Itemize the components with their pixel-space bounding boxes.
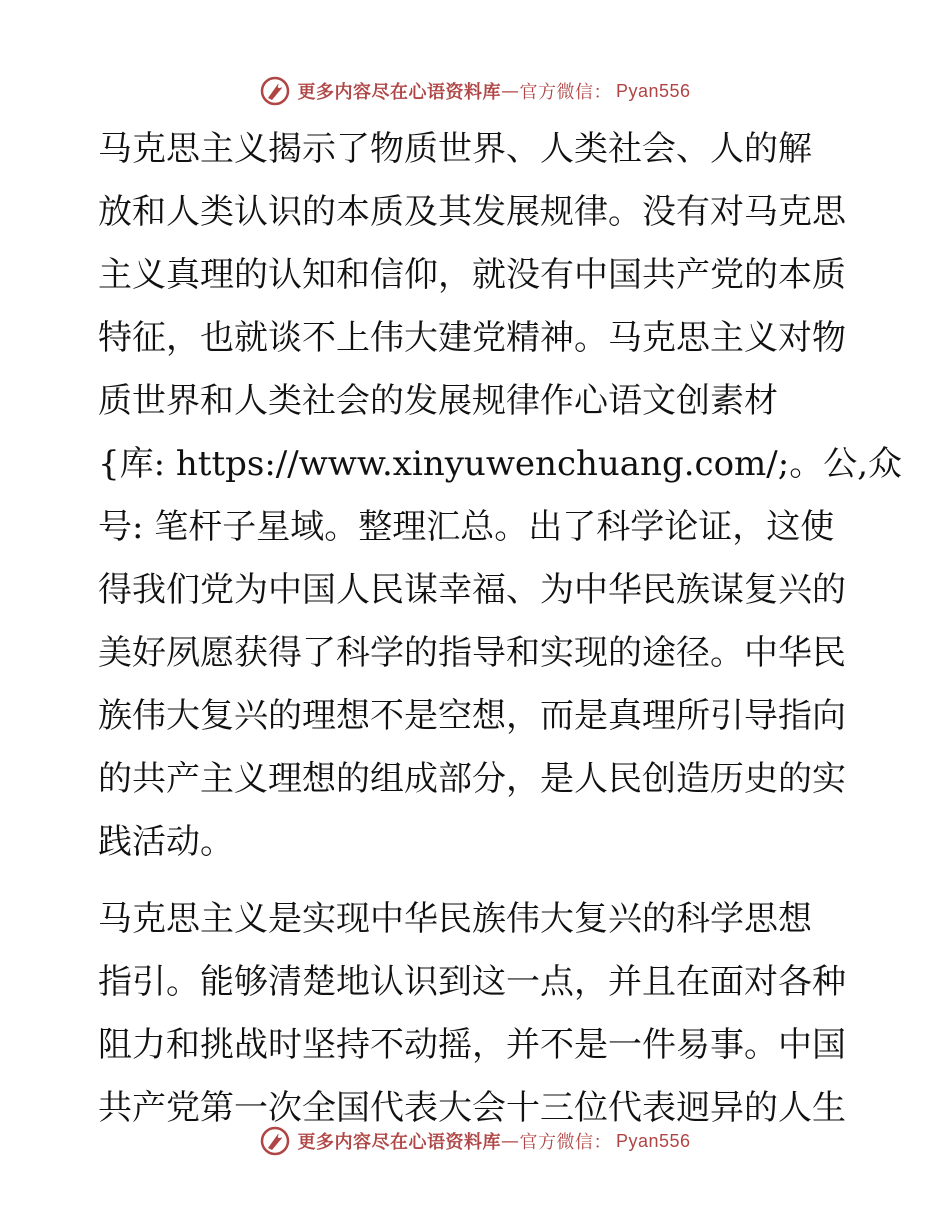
text-line: 践活动。 (98, 822, 234, 862)
text-line: 主义真理的认知和信仰，就没有中国共产党的本质 (98, 255, 846, 295)
banner-wechat-id: Pyan556 (615, 80, 691, 101)
text-line: 号: 笔杆子星域。整理汇总。出了科学论证，这使 (98, 507, 835, 547)
text-line: 得我们党为中国人民谋幸福、为中华民族谋复兴的 (98, 570, 846, 610)
text-line: 的共产主义理想的组成部分，是人民创造历史的实 (98, 759, 846, 799)
banner-site-text: 更多内容尽在心语资料库 (297, 1132, 501, 1153)
text-line: 阻力和挑战时坚持不动摇，并不是一件易事。中国 (98, 1025, 846, 1065)
banner-site-text: 更多内容尽在心语资料库 (297, 82, 501, 103)
text-line: {库: https://www.xinyuwenchuang.com/;。公,众 (98, 444, 902, 484)
banner-wechat-label: 官方微信： (519, 82, 612, 103)
document-body (98, 118, 902, 1154)
paragraph-1 (98, 118, 902, 874)
text-line: 质世界和人类社会的发展规律作心语文创素材 (98, 381, 778, 421)
text-line: 放和人类认识的本质及其发展规律。没有对马克思 (98, 192, 846, 232)
paragraph-2 (98, 888, 858, 1140)
text-line: 马克思主义揭示了物质世界、人类社会、人的解 (98, 129, 812, 169)
banner-wechat-id: Pyan556 (615, 1130, 691, 1151)
text-line: 特征，也就谈不上伟大建党精神。马克思主义对物 (98, 318, 846, 358)
banner-dash: — (500, 80, 520, 102)
text-line: 共产党第一次全国代表大会十三位代表迥异的人生 (98, 1088, 846, 1128)
text-line: 族伟大复兴的理想不是空想，而是真理所引导指向 (98, 696, 846, 736)
text-line: 指引。能够清楚地认识到这一点，并且在面对各种 (98, 962, 846, 1002)
pen-nib-logo-icon (259, 75, 291, 107)
text-line: 马克思主义是实现中华民族伟大复兴的科学思想 (98, 899, 812, 939)
footer-watermark-banner (0, 1121, 950, 1161)
banner-wechat-label: 官方微信： (519, 1132, 612, 1153)
banner-dash: — (500, 1130, 520, 1152)
header-watermark-banner (0, 71, 950, 111)
pen-nib-logo-icon (259, 1125, 291, 1157)
text-line: 美好夙愿获得了科学的指导和实现的途径。中华民 (98, 633, 846, 673)
